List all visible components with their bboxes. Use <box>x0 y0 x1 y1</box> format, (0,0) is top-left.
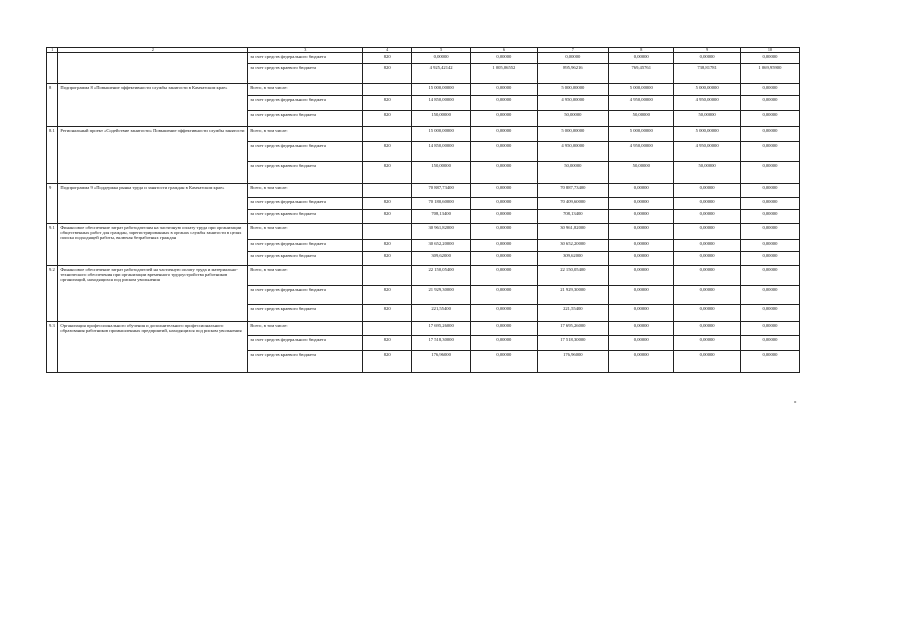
amount-cell: 30 961,82000 <box>537 224 609 240</box>
funding-source-cell: за счет средств краевого бюджета <box>248 210 363 224</box>
amount-cell: 0,00000 <box>471 142 537 162</box>
amount-cell: 0,00000 <box>674 210 740 224</box>
amount-cell: 708,13400 <box>537 210 609 224</box>
amount-cell: 0,00000 <box>740 142 799 162</box>
amount-cell: 0,00000 <box>609 252 674 266</box>
amount-cell: 895,96216 <box>537 64 609 84</box>
budget-code-cell: 820 <box>363 210 412 224</box>
amount-cell: 14 850,00000 <box>412 96 471 111</box>
amount-cell: 0,00000 <box>609 224 674 240</box>
amount-cell: 0,00000 <box>471 162 537 184</box>
funding-source-cell: за счет средств краевого бюджета <box>248 162 363 184</box>
amount-cell: 738,81781 <box>674 64 740 84</box>
amount-cell: 50,00000 <box>537 111 609 127</box>
amount-cell: 0,00000 <box>471 286 537 305</box>
funding-source-cell: Всего, в том числе: <box>248 184 363 198</box>
amount-cell: 0,00000 <box>537 53 609 64</box>
column-number: 9 <box>674 48 740 53</box>
amount-cell: 0,00000 <box>740 266 799 286</box>
budget-code-cell: 820 <box>363 53 412 64</box>
column-number: 3 <box>248 48 363 53</box>
amount-cell: 0,00000 <box>609 351 674 373</box>
amount-cell: 0,00000 <box>609 305 674 322</box>
amount-cell: 0,00000 <box>609 240 674 252</box>
amount-cell: 0,00000 <box>740 96 799 111</box>
budget-code-cell: 820 <box>363 240 412 252</box>
amount-cell: 0,00000 <box>740 240 799 252</box>
amount-cell: 0,00000 <box>740 184 799 198</box>
amount-cell: 0,00000 <box>609 286 674 305</box>
funding-source-cell: за счет средств федерального бюджета <box>248 96 363 111</box>
amount-cell: 70 887,73400 <box>537 184 609 198</box>
amount-cell: 50,00000 <box>674 111 740 127</box>
program-name-cell <box>58 53 248 84</box>
amount-cell: 4 950,00000 <box>609 96 674 111</box>
amount-cell: 309,62000 <box>537 252 609 266</box>
budget-table <box>46 47 800 373</box>
amount-cell: 0,00000 <box>740 111 799 127</box>
amount-cell: 30 961,82000 <box>412 224 471 240</box>
budget-code-cell <box>363 322 412 336</box>
column-number: 8 <box>609 48 674 53</box>
amount-cell: 0,00000 <box>471 96 537 111</box>
budget-code-cell <box>363 266 412 286</box>
row-number-cell: 9.2 <box>47 266 58 322</box>
funding-source-cell: Всего, в том числе: <box>248 322 363 336</box>
funding-source-cell: за счет средств краевого бюджета <box>248 252 363 266</box>
amount-cell: 0,00000 <box>471 252 537 266</box>
amount-cell: 70 180,60000 <box>412 198 471 210</box>
program-name-cell: Финансовое обеспечение затрат работодателям на частичную оплату труда при организации общественных работ для граждан, зарегистрированных в органах службы занятости в целях поиска подходящей работы, включая безработных граждан <box>58 224 248 266</box>
amount-cell: 0,00000 <box>674 286 740 305</box>
funding-source-cell: за счет средств федерального бюджета <box>248 142 363 162</box>
amount-cell: 0,00000 <box>674 322 740 336</box>
budget-code-cell <box>363 224 412 240</box>
funding-source-cell: Всего, в том числе: <box>248 127 363 142</box>
table-row <box>47 53 800 64</box>
program-name-cell: Подпрограмма 8 «Повышение эффективности службы занятости в Камчатском крае» <box>58 84 248 127</box>
amount-cell: 15 000,00000 <box>412 84 471 96</box>
amount-cell: 4 950,00000 <box>674 142 740 162</box>
column-number: 4 <box>363 48 412 53</box>
amount-cell: 0,00000 <box>471 53 537 64</box>
amount-cell: 70 409,60000 <box>537 198 609 210</box>
budget-code-cell: 820 <box>363 198 412 210</box>
program-name-cell: Подпрограмма 9 «Поддержка рынка труда и занятости граждан в Камчатском крае» <box>58 184 248 224</box>
table-body <box>47 48 800 373</box>
column-number: 7 <box>537 48 609 53</box>
amount-cell: 221,55400 <box>412 305 471 322</box>
funding-source-cell: за счет средств краевого бюджета <box>248 351 363 373</box>
funding-source-cell: за счет средств краевого бюджета <box>248 305 363 322</box>
funding-source-cell: за счет средств федерального бюджета <box>248 286 363 305</box>
row-number-cell <box>47 53 58 84</box>
budget-code-cell: 820 <box>363 286 412 305</box>
amount-cell: 1 069,95900 <box>740 64 799 84</box>
amount-cell: 5 000,00000 <box>674 127 740 142</box>
budget-code-cell: 820 <box>363 96 412 111</box>
amount-cell: 0,00000 <box>740 336 799 351</box>
amount-cell: 0,00000 <box>674 336 740 351</box>
amount-cell: 0,00000 <box>609 266 674 286</box>
amount-cell: 0,00000 <box>609 336 674 351</box>
table-row <box>47 84 800 96</box>
amount-cell: 5 000,00000 <box>609 84 674 96</box>
amount-cell: 17 695,26000 <box>412 322 471 336</box>
amount-cell: 0,00000 <box>674 305 740 322</box>
amount-cell: 0,00000 <box>740 53 799 64</box>
amount-cell: 0,00000 <box>674 351 740 373</box>
amount-cell: 0,00000 <box>674 198 740 210</box>
amount-cell: 15 000,00000 <box>412 127 471 142</box>
column-number: 10 <box>740 48 799 53</box>
amount-cell: 0,00000 <box>740 162 799 184</box>
amount-cell: 0,00000 <box>609 210 674 224</box>
funding-source-cell: за счет средств федерального бюджета <box>248 240 363 252</box>
amount-cell: 0,00000 <box>740 224 799 240</box>
amount-cell: 5 000,00000 <box>674 84 740 96</box>
amount-cell: 30 652,20000 <box>537 240 609 252</box>
amount-cell: 309,62000 <box>412 252 471 266</box>
column-number: 6 <box>471 48 537 53</box>
column-number: 5 <box>412 48 471 53</box>
budget-code-cell: 820 <box>363 111 412 127</box>
amount-cell: 0,00000 <box>674 184 740 198</box>
amount-cell: 0,00000 <box>609 198 674 210</box>
amount-cell: 22 150,05400 <box>537 266 609 286</box>
table-row <box>47 127 800 142</box>
table-row <box>47 322 800 336</box>
amount-cell: 221,55400 <box>537 305 609 322</box>
row-number-cell: 9.1 <box>47 224 58 266</box>
continuation-mark: » <box>794 400 797 405</box>
amount-cell: 150,00000 <box>412 111 471 127</box>
amount-cell: 0,00000 <box>471 84 537 96</box>
table-row <box>47 224 800 240</box>
funding-source-cell: Всего, в том числе: <box>248 84 363 96</box>
program-name-cell: Региональный проект «Содействие занятости» Повышение эффективности службы занятости <box>58 127 248 184</box>
row-number-cell: 9 <box>47 184 58 224</box>
row-number-cell: 8.1 <box>47 127 58 184</box>
amount-cell: 17 695,26000 <box>537 322 609 336</box>
amount-cell: 5 000,00000 <box>537 84 609 96</box>
amount-cell: 21 929,30000 <box>537 286 609 305</box>
amount-cell: 0,00000 <box>740 198 799 210</box>
funding-source-cell: за счет средств федерального бюджета <box>248 53 363 64</box>
amount-cell: 0,00000 <box>740 127 799 142</box>
amount-cell: 50,00000 <box>609 111 674 127</box>
amount-cell: 4 950,00000 <box>537 96 609 111</box>
budget-code-cell: 820 <box>363 305 412 322</box>
amount-cell: 70 887,73400 <box>412 184 471 198</box>
amount-cell: 0,00000 <box>471 224 537 240</box>
amount-cell: 0,00000 <box>674 240 740 252</box>
budget-code-cell: 820 <box>363 336 412 351</box>
table-row <box>47 266 800 286</box>
amount-cell: 0,00000 <box>740 351 799 373</box>
amount-cell: 0,00000 <box>471 184 537 198</box>
funding-source-cell: за счет средств краевого бюджета <box>248 64 363 84</box>
amount-cell: 0,00000 <box>471 198 537 210</box>
budget-code-cell: 820 <box>363 162 412 184</box>
amount-cell: 0,00000 <box>740 252 799 266</box>
amount-cell: 30 652,20000 <box>412 240 471 252</box>
amount-cell: 17 518,30000 <box>537 336 609 351</box>
amount-cell: 4 950,00000 <box>674 96 740 111</box>
amount-cell: 5 000,00000 <box>537 127 609 142</box>
amount-cell: 50,00000 <box>609 162 674 184</box>
funding-source-cell: Всего, в том числе: <box>248 224 363 240</box>
amount-cell: 0,00000 <box>740 305 799 322</box>
amount-cell: 0,00000 <box>674 266 740 286</box>
amount-cell: 50,00000 <box>674 162 740 184</box>
amount-cell: 0,00000 <box>609 184 674 198</box>
amount-cell: 0,00000 <box>609 322 674 336</box>
amount-cell: 0,00000 <box>674 252 740 266</box>
funding-source-cell: за счет средств краевого бюджета <box>248 111 363 127</box>
row-number-cell: 9.3 <box>47 322 58 373</box>
amount-cell: 4 950,00000 <box>537 142 609 162</box>
amount-cell: 17 518,30000 <box>412 336 471 351</box>
amount-cell: 0,00000 <box>740 322 799 336</box>
amount-cell: 0,00000 <box>471 305 537 322</box>
amount-cell: 4 950,00000 <box>609 142 674 162</box>
column-number: 2 <box>58 48 248 53</box>
funding-source-cell: Всего, в том числе: <box>248 266 363 286</box>
amount-cell: 769,45761 <box>609 64 674 84</box>
amount-cell: 22 150,05400 <box>412 266 471 286</box>
budget-code-cell <box>363 127 412 142</box>
amount-cell: 0,00000 <box>609 53 674 64</box>
budget-code-cell <box>363 184 412 198</box>
amount-cell: 176,96000 <box>537 351 609 373</box>
table-row <box>47 184 800 198</box>
amount-cell: 21 929,30000 <box>412 286 471 305</box>
amount-cell: 0,00000 <box>471 111 537 127</box>
amount-cell: 0,00000 <box>471 210 537 224</box>
amount-cell: 0,00000 <box>471 322 537 336</box>
amount-cell: 1 005,06552 <box>471 64 537 84</box>
funding-source-cell: за счет средств федерального бюджета <box>248 198 363 210</box>
amount-cell: 0,00000 <box>471 351 537 373</box>
amount-cell: 14 850,00000 <box>412 142 471 162</box>
budget-code-cell <box>363 84 412 96</box>
amount-cell: 0,00000 <box>471 240 537 252</box>
amount-cell: 0,00000 <box>471 336 537 351</box>
budget-code-cell: 820 <box>363 142 412 162</box>
program-name-cell: Финансовое обеспечение затрат работодателей на частичную оплату труда и материально-технического обеспечения при организации временного трудоустройства работников организаций, находящихся под риском увольнения <box>58 266 248 322</box>
funding-source-cell: за счет средств федерального бюджета <box>248 336 363 351</box>
column-number: 1 <box>47 48 58 53</box>
amount-cell: 150,00000 <box>412 162 471 184</box>
budget-code-cell: 820 <box>363 252 412 266</box>
amount-cell: 4 925,42142 <box>412 64 471 84</box>
program-name-cell: Организация профессионального обучения и дополнительного профессионального образования работников промышленных предприятий, находящихся под риском увольнения <box>58 322 248 373</box>
amount-cell: 0,00000 <box>471 266 537 286</box>
amount-cell: 50,00000 <box>537 162 609 184</box>
amount-cell: 0,00000 <box>674 53 740 64</box>
amount-cell: 176,96000 <box>412 351 471 373</box>
budget-code-cell: 820 <box>363 64 412 84</box>
amount-cell: 0,00000 <box>740 210 799 224</box>
amount-cell: 5 000,00000 <box>609 127 674 142</box>
amount-cell: 0,00000 <box>674 224 740 240</box>
amount-cell: 0,00000 <box>740 84 799 96</box>
row-number-cell: 8 <box>47 84 58 127</box>
amount-cell: 0,00000 <box>412 53 471 64</box>
amount-cell: 0,00000 <box>740 286 799 305</box>
budget-code-cell: 820 <box>363 351 412 373</box>
amount-cell: 0,00000 <box>471 127 537 142</box>
amount-cell: 708,13400 <box>412 210 471 224</box>
